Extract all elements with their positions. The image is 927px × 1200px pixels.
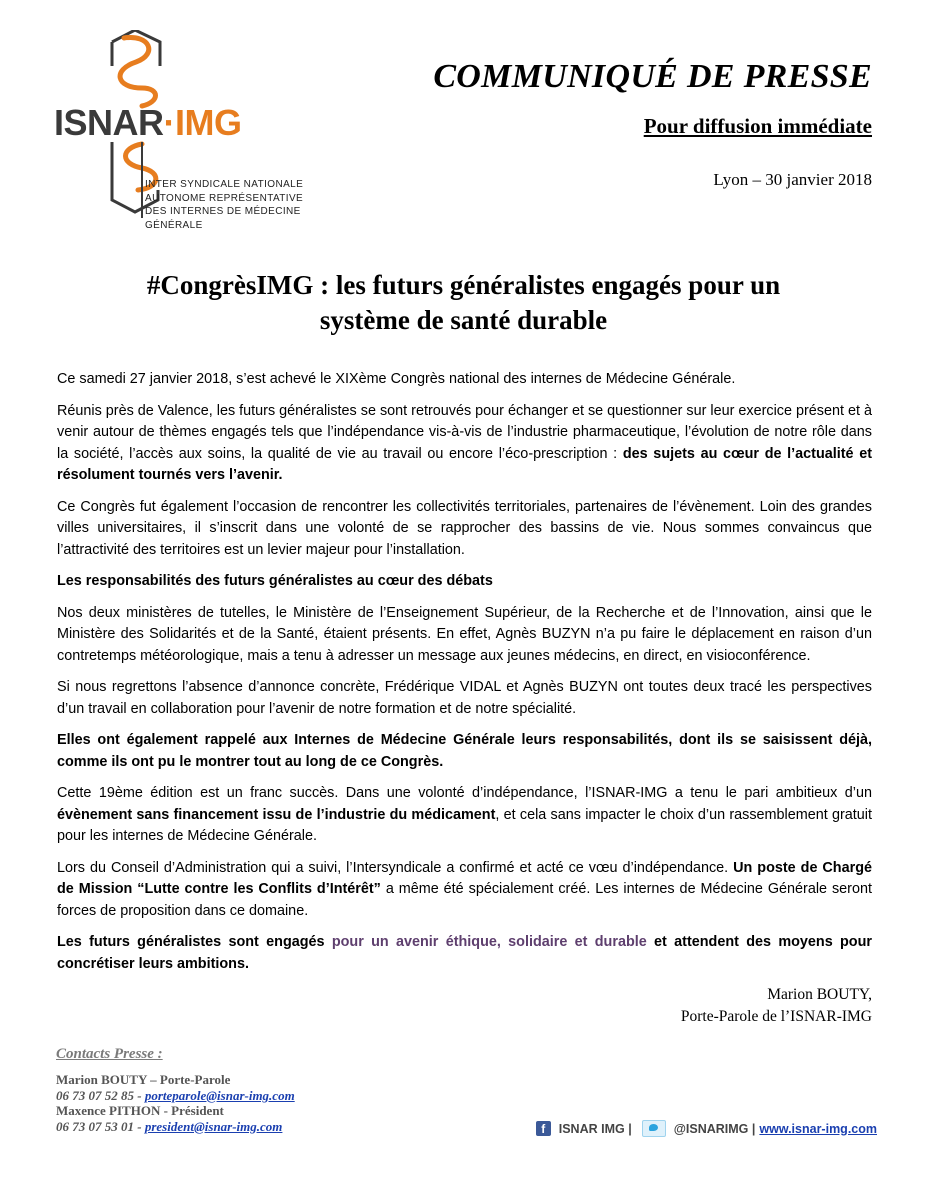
paragraph-8-b: a même été spécialement créé. Les internes de Médecine Générale seront forces de proposition dans ce domaine. — [57, 881, 872, 919]
headline — [60, 268, 867, 338]
paragraph-8 — [57, 858, 872, 923]
twitter-label[interactable]: @ISNARIMG | — [673, 1121, 756, 1136]
paragraph-9 — [57, 932, 872, 975]
headline-line2: système de santé durable — [319, 305, 608, 335]
section-title: Les responsabilités des futurs généralistes au cœur des débats — [57, 573, 493, 589]
paragraph-9-a: Les futurs généralistes sont engagés — [57, 934, 332, 950]
logo-word-dot: · — [163, 102, 176, 143]
isnar-img-logo — [50, 30, 340, 230]
contacts-list — [56, 1072, 295, 1134]
article-body — [57, 369, 872, 985]
facebook-icon[interactable]: f — [536, 1121, 551, 1136]
paragraph-6 — [57, 730, 872, 773]
contact-2-name: Maxence PITHON - Président — [56, 1103, 224, 1118]
logo-tagline-line1: INTER SYNDICALE NATIONALE — [145, 179, 304, 190]
website-link[interactable]: www.isnar-img.com — [759, 1121, 877, 1136]
social-footer — [536, 1120, 877, 1137]
facebook-label[interactable]: ISNAR IMG | — [558, 1121, 632, 1136]
paragraph-4: Nos deux ministères de tutelles, le Ministère de l’Enseignement Supérieur, de la Recherche et de l’Innovation, ainsi que le Ministère des Solidarités et de la Santé, étaient présents. En effet, Agnès BUZYN n’a pu faire le déplacement en raison d’un contretemps météorologique, mais a tenu à adresser un message aux jeunes médecins, en direct, en visioconférence. — [57, 604, 872, 664]
paragraph-7 — [57, 783, 872, 848]
paragraph-2-text: Réunis près de Valence, les futurs généralistes se sont retrouvés pour échanger et se questionner sur leur exercice présent et à venir autour de thèmes engagés tels que l’indépendance vis-à-vis de l’industrie pharmaceutique, l’évolution de notre rôle dans la société, l’accès aux soins, la qualité de vie au travail ou encore l’éco-prescription : — [57, 402, 872, 462]
paragraph-7-b: , et cela sans impacter le choix d’un rassemblement gratuit pour les internes de Médecine Générale. — [57, 806, 872, 844]
document-title: COMMUNIQUÉ DE PRESSE — [433, 58, 872, 95]
paragraph-6-bold: Elles ont également rappelé aux Internes de Médecine Générale leurs responsabilités, dont ils se saisissent déjà, comme ils ont pu le montrer tout au long de ce Congrès. — [57, 732, 872, 770]
contacts-title: Contacts Presse : — [56, 1046, 163, 1062]
logo-wordmark — [54, 102, 242, 144]
paragraph-3: Ce Congrès fut également l’occasion de rencontrer les collectivités territoriales, partenaires de l’évènement. Loin des grandes villes universitaires, il s’inscrit dans une volonté de se rapprocher des bassins de vie. Nous sommes convaincus que l’attractivité des territoires est un levier majeur pour l’installation. — [57, 498, 872, 558]
contact-2-phone: 06 73 07 53 01 - — [56, 1118, 145, 1134]
contact-1-phone: 06 73 07 52 85 - — [56, 1087, 145, 1103]
contact-1-name: Marion BOUTY – Porte-Parole — [56, 1072, 231, 1087]
contact-2-email-link[interactable]: president@isnar-img.com — [144, 1118, 283, 1134]
contact-1-email-link[interactable]: porteparole@isnar-img.com — [144, 1087, 295, 1103]
logo-tagline-line2: AUTONOME REPRÉSENTATIVE — [145, 192, 304, 204]
logo-word-isnar: ISNAR — [54, 102, 164, 143]
signature — [681, 984, 872, 1028]
paragraph-8-a: Lors du Conseil d’Administration qui a suivi, l’Intersyndicale a confirmé et acté ce vœu d’indépendance. — [57, 859, 734, 876]
paragraph-9-violet: pour un avenir éthique, solidaire et durable — [331, 934, 647, 950]
paragraph-7-a: Cette 19ème édition est un franc succès. Dans une volonté d’indépendance, l’ISNAR-IMG a tenu le pari ambitieux d’un — [57, 785, 872, 801]
paragraph-2 — [57, 401, 872, 487]
paragraph-9-b: et attendent des moyens pour concrétiser leurs ambitions. — [57, 934, 872, 972]
contact-2-line — [56, 1119, 295, 1135]
paragraph-7-bold: évènement sans financement issu de l’industrie du médicament — [57, 806, 496, 823]
logo-tagline — [145, 178, 340, 232]
signature-name: Marion BOUTY, — [767, 986, 872, 1003]
document-date: Lyon – 30 janvier 2018 — [713, 170, 872, 189]
headline-line1: #CongrèsIMG : les futurs généralistes engagés pour un — [146, 270, 781, 300]
paragraph-1: Ce samedi 27 janvier 2018, s’est achevé le XIXème Congrès national des internes de Médecine Générale. — [57, 371, 736, 387]
signature-role: Porte-Parole de l’ISNAR-IMG — [680, 1008, 872, 1025]
logo-word-img: IMG — [175, 102, 242, 143]
paragraph-2-bold: des sujets au cœur de l’actualité et résolument tournés vers l’avenir. — [57, 445, 873, 483]
document-subtitle: Pour diffusion immédiate — [643, 114, 872, 138]
paragraph-5: Si nous regrettons l’absence d’annonce concrète, Frédérique VIDAL et Agnès BUZYN ont toutes deux tracé les perspectives d’un travail en collaboration pour l’avenir de notre formation et de notre spécialité. — [57, 679, 872, 717]
contact-1-line — [56, 1088, 295, 1104]
twitter-icon[interactable] — [642, 1120, 666, 1137]
paragraph-8-bold: Un poste de Chargé de Mission “Lutte contre les Conflits d’Intérêt” — [57, 859, 872, 897]
logo-tagline-line3: DES INTERNES DE MÉDECINE GÉNÉRALE — [145, 206, 301, 231]
